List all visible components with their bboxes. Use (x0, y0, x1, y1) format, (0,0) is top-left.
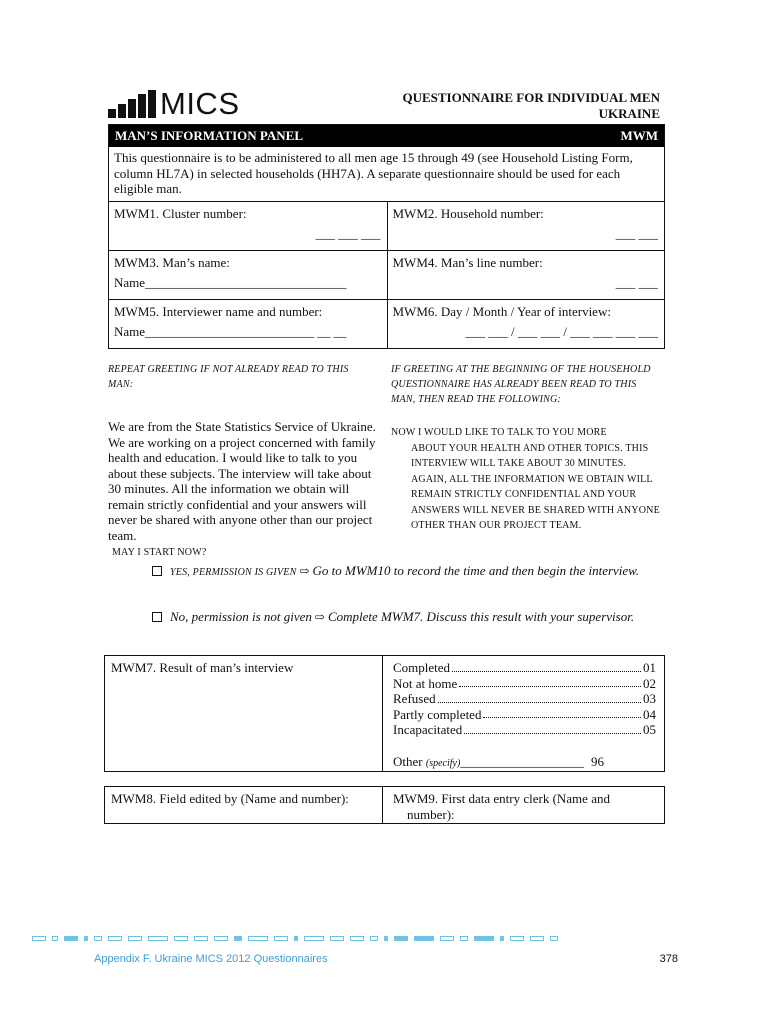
result-option-code: 01 (643, 660, 656, 675)
questionnaire-title (402, 90, 660, 122)
consent-no-option[interactable] (152, 609, 652, 626)
other-specify-field[interactable]: ___________________ (460, 753, 584, 769)
mwm3-cell (109, 251, 387, 299)
consent-question: MAY I START NOW? (112, 547, 207, 558)
panel-intro: This questionnaire is to be administered to all men age 15 through 49 (see Household Listing Form, column HL7A) in selected households (HH7A). A separate questionnaire should be used for each eligible man. (109, 147, 664, 202)
editing-box (104, 786, 665, 824)
greeting-right (391, 362, 661, 534)
alternate-greeting-body: ABOUT YOUR HEALTH AND OTHER TOPICS. THIS INTERVIEW WILL TAKE ABOUT 30 MINUTES. AGAIN, ALL THE INFORMATION WE OBTAIN WILL REMAIN STRICTLY CONFIDENTIAL AND YOUR ANSWERS WILL NEVER BE SHARED WITH ANYONE OTHER THAN OUR PROJECT TEAM. (411, 442, 660, 531)
no-label: No, permission is not given (170, 609, 312, 624)
result-option-code: 03 (643, 691, 656, 706)
mwm6-label: MWM6. Day / Month / Year of interview: (392, 303, 611, 319)
result-option-other[interactable] (393, 754, 656, 772)
other-label: Other (393, 753, 423, 769)
mwm2-label: MWM2. Household number: (392, 205, 544, 221)
no-checkbox[interactable] (152, 612, 162, 622)
greeting-text: We are from the State Statistics Service of Ukraine. We are working on a project concerned with family health and education. I would like to talk to you about these subjects. The interview will take about 30 minutes. All the information we obtain will remain strictly confidential and your answers will never be shared with anyone other than our project team. (108, 419, 376, 543)
panel-header (109, 125, 664, 147)
other-specify: (specify) (425, 757, 461, 769)
result-option-label: Incapacitated (393, 722, 463, 737)
mwm8-label: MWM8. Field edited by (Name and number): (105, 787, 383, 823)
mwm4-cell (387, 251, 665, 299)
mwm7-options (383, 656, 664, 771)
alternate-greeting-lead: NOW I WOULD LIKE TO TALK TO YOU MORE (391, 427, 607, 438)
mwm4-line-number-field[interactable]: ___ ___ (615, 274, 658, 290)
yes-label: YES, PERMISSION IS GIVEN (170, 567, 297, 578)
greeting-left (108, 362, 376, 543)
mwm2-household-field[interactable]: ___ ___ (615, 225, 658, 241)
consent-yes-option[interactable] (152, 563, 652, 581)
bar-chart-icon (108, 90, 156, 118)
result-option-code: 02 (643, 675, 656, 691)
no-action: Complete MWM7. Discuss this result with your supervisor. (327, 609, 635, 624)
mwm5-label: MWM5. Interviewer name and number: (114, 303, 323, 319)
arrow-right-icon: ⇨ (314, 610, 325, 624)
result-option-label: Completed (393, 660, 451, 675)
mwm4-label: MWM4. Man’s line number: (392, 254, 543, 270)
panel-row (109, 202, 664, 251)
panel-code: MWM (620, 128, 658, 143)
result-option[interactable] (393, 660, 656, 676)
mwm1-cell (109, 202, 387, 250)
mwm9-label-line-2: number): (407, 806, 455, 822)
mwm6-cell (387, 300, 665, 348)
panel-row (109, 300, 664, 348)
decorative-dash-strip (32, 935, 738, 941)
logo-text: MICS (160, 86, 240, 121)
mwm7-result-box (104, 655, 665, 772)
yes-checkbox[interactable] (152, 566, 162, 576)
panel-row (109, 251, 664, 300)
mwm3-label: MWM3. Man’s name: (114, 254, 230, 270)
mwm7-label: MWM7. Result of man’s interview (105, 656, 383, 771)
result-option-label: Not at home (393, 675, 458, 691)
mwm3-name-field[interactable]: Name_______________________________ (114, 274, 347, 290)
other-code: 96 (591, 753, 605, 769)
repeat-greeting-instruction: REPEAT GREETING IF NOT ALREADY READ TO THIS MAN: (108, 364, 349, 390)
title-line-2: UKRAINE (598, 106, 660, 121)
information-panel (108, 124, 665, 349)
mwm5-interviewer-field[interactable]: Name__________________________ __ __ (114, 323, 347, 339)
arrow-right-icon: ⇨ (299, 564, 310, 578)
mwm9-cell (383, 787, 664, 823)
result-option[interactable] (393, 676, 656, 692)
page-number: 378 (659, 953, 678, 965)
result-option[interactable] (393, 722, 656, 738)
result-option-code: 05 (643, 722, 656, 737)
mwm1-cluster-field[interactable]: ___ ___ ___ (315, 225, 381, 241)
result-option-label: Refused (393, 691, 436, 706)
mwm6-date-field[interactable]: ___ ___ / ___ ___ / ___ ___ ___ ___ (465, 323, 658, 339)
already-read-instruction: IF GREETING AT THE BEGINNING OF THE HOUSEHOLD QUESTIONNAIRE HAS ALREADY BEEN READ TO THIS MAN, THEN READ THE FOLLOWING: (391, 364, 651, 405)
result-option[interactable] (393, 707, 656, 723)
panel-heading: MAN’S INFORMATION PANEL (115, 128, 304, 143)
title-line-1: QUESTIONNAIRE FOR INDIVIDUAL MEN (402, 90, 660, 105)
mwm1-label: MWM1. Cluster number: (114, 205, 247, 221)
result-option[interactable] (393, 691, 656, 707)
result-option-code: 04 (643, 706, 656, 722)
result-option-label: Partly completed (393, 706, 482, 722)
mwm2-cell (387, 202, 665, 250)
mwm9-label-line-1: MWM9. First data entry clerk (Name and (393, 791, 610, 806)
footer-text: Appendix F. Ukraine MICS 2012 Questionnaires (94, 953, 328, 965)
yes-action: Go to MWM10 to record the time and then begin the interview. (312, 563, 640, 578)
mwm5-cell (109, 300, 387, 348)
mics-logo (108, 86, 240, 121)
